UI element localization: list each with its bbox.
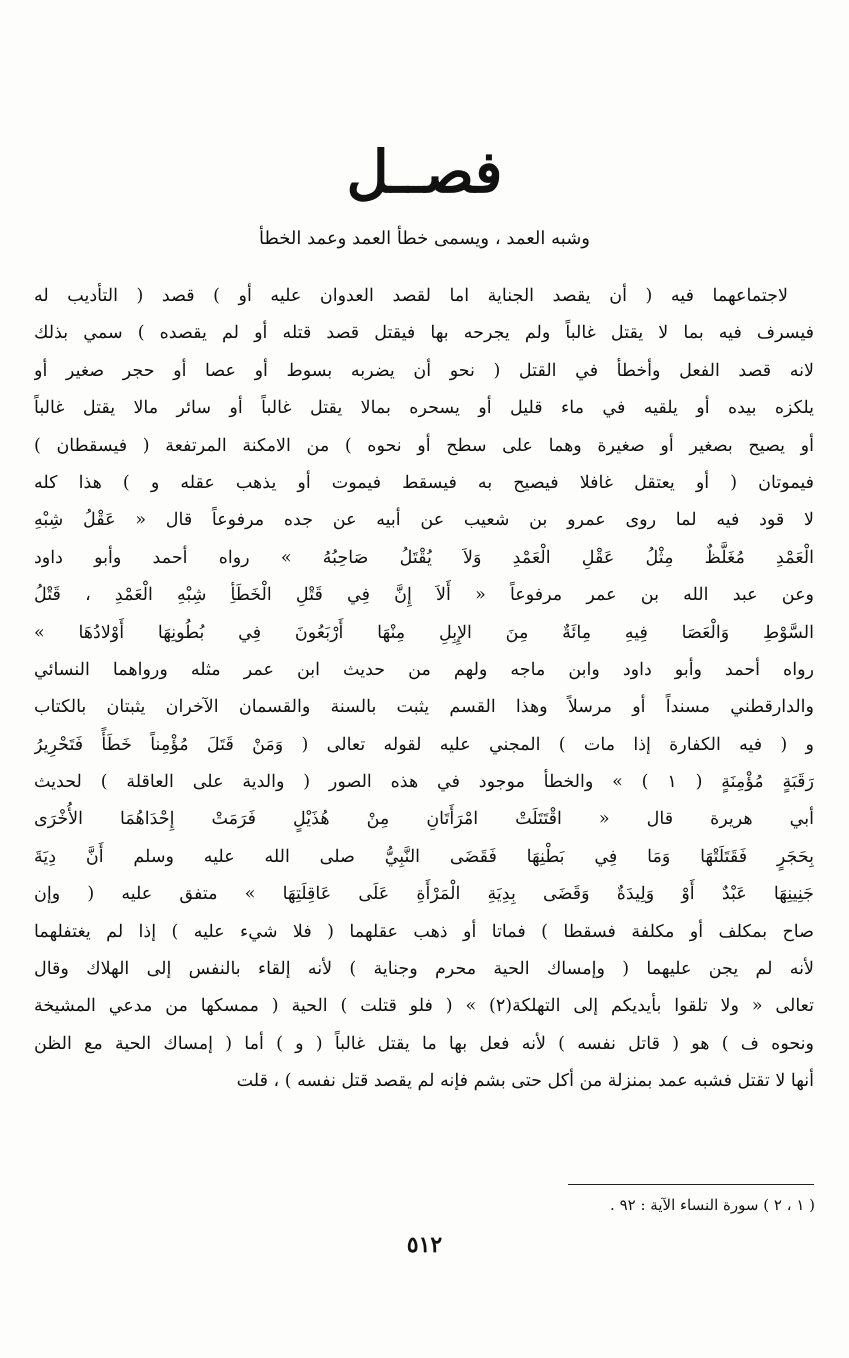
text-line: صاح بمكلف أو مكلفة فسقطا ) فماتا أو ذهب عقلهما ( فلا شيء عليه ) إذا لم يغتفلهما [34,921,814,942]
text-line: بِحَجَرٍ فَقَتَلَتْهَا وَمَا فِي بَطْنِهَا فَقَضَى النَّبِيُّ صلى الله عليه وسلم أَنَّ دِيَةَ [34,846,814,867]
text-line: فيسرف فيه بما لا يقتل غالباً ولم يجرحه بها فيقتل قصد قتله أو لم يقصده ) سمي بذلك [34,323,814,344]
text-line: لا قود فيه لما روى عمرو بن شعيب عن أبيه عن جده مرفوعاً قال « عَقْلُ شِبْهِ [34,510,814,531]
text-line: رواه أحمد وأبو داود وابن ماجه ولهم من حديث ابن عمر مثله ورواهما النسائي [34,659,814,680]
text-line: أو يصيح بصغير أو صغيرة وهما على سطح أو نحوه ) من الامكنة المرتفعة ( فيسقطان ) [34,435,814,456]
text-line: أبي هريرة قال « اقْتَتَلَتْ امْرَأَتَانِ مِنْ هُذَيْلٍ فَرَمَتْ إِحْدَاهُمَا الأُخْرَى [34,809,814,830]
chapter-title: فصــل [346,138,503,206]
text-line: رَقَبَةٍ مُؤْمِنَةٍ ( ١ ) » والخطأ موجود في هذه الصور ( والدية على العاقلة ) لحديث [34,772,814,793]
main-text [34,278,814,1101]
text-line: وعن عبد الله بن عمر مرفوعاً « أَلاَ إِنَّ فِي قَتْلِ الْخَطَأِ شِبْهِ الْعَمْدِ ، قَتْلُ [34,585,814,606]
text-line: جَنِينِهَا عَبْدٌ أَوْ وَلِيدَةٌ وَقَضَى بِدِيَةِ الْمَرْأَةِ عَلَى عَاقِلَتِهَا » متفق عليه ( وإن [34,884,814,905]
text-line: لانه قصد الفعل وأخطأ في القتل ( نحو أن يضربه بسوط أو عصا أو حجر صغير أو [34,360,814,381]
page-number: ٥١٢ [406,1232,443,1258]
text-line: السَّوْطِ وَالْعَصَا فِيهِ مِائَةٌ مِنَ الإِبِلِ مِنْهَا أَرْبَعُونَ فِي بُطُونِهَا أَوْلادُهَا » [34,622,814,643]
text-line: والدارقطني مسنداً أو مرسلاً وهذا القسم يثبت بالسنة والقسمان الآخران يثبتان بالكتاب [34,697,814,718]
text-line: يلكزه بيده أو يلقيه في ماء قليل أو يسحره بمالا يقتل غالباً أو سائر مالا يقتل غالباً [34,398,814,419]
text-line: الْعَمْدِ مُغَلَّظٌ مِثْلُ عَقْلِ الْعَمْدِ وَلاَ يُقْتَلُ صَاحِبُهُ » رواه أحمد وأبو داود [34,547,814,568]
text-line: لاجتماعهما فيه ( أن يقصد الجناية اما لقصد العدوان عليه أو ) قصد ( التأديب له [34,286,788,306]
text-line: ونحوه ف ) هو ( قاتل نفسه ) لأنه فعل بها ما يقتل غالباً ( و ) أما ( إمساك الحية مع الظن [34,1033,814,1054]
footnote: ( ١ ، ٢ ) سورة النساء الآية : ٩٢ . [610,1196,815,1214]
chapter-subtitle: وشبه العمد ، ويسمى خطأ العمد وعمد الخطأ [259,228,590,249]
text-line: فيموتان ( أو يعتقل غافلا فيصيح به فيسقط فيموت أو يذهب عقله و ) هذا كله [34,472,814,493]
text-line: و ( فيه الكفارة إذا مات ) المجني عليه لقوله تعالى ( وَمَنْ قَتَلَ مُؤْمِناً خَطَأً فَتَحْرِيرُ [34,734,814,755]
text-line: لأنه لم يجن عليهما ( وإمساك الحية محرم وجناية ) لأنه إلقاء بالنفس إلى الهلاك وقال [34,959,814,980]
footnote-divider [568,1184,814,1185]
text-line: أنها لا تقتل فشبه عمد بمنزلة من أكل حتى بشم فإنه لم يقصد قتل نفسه ) ، قلت [236,1071,814,1092]
text-line: تعالى « ولا تلقوا بأيديكم إلى التهلكة(٢) » ( فلو قتلت ) الحية ( ممسكها من مدعي المشيخة [34,996,814,1017]
